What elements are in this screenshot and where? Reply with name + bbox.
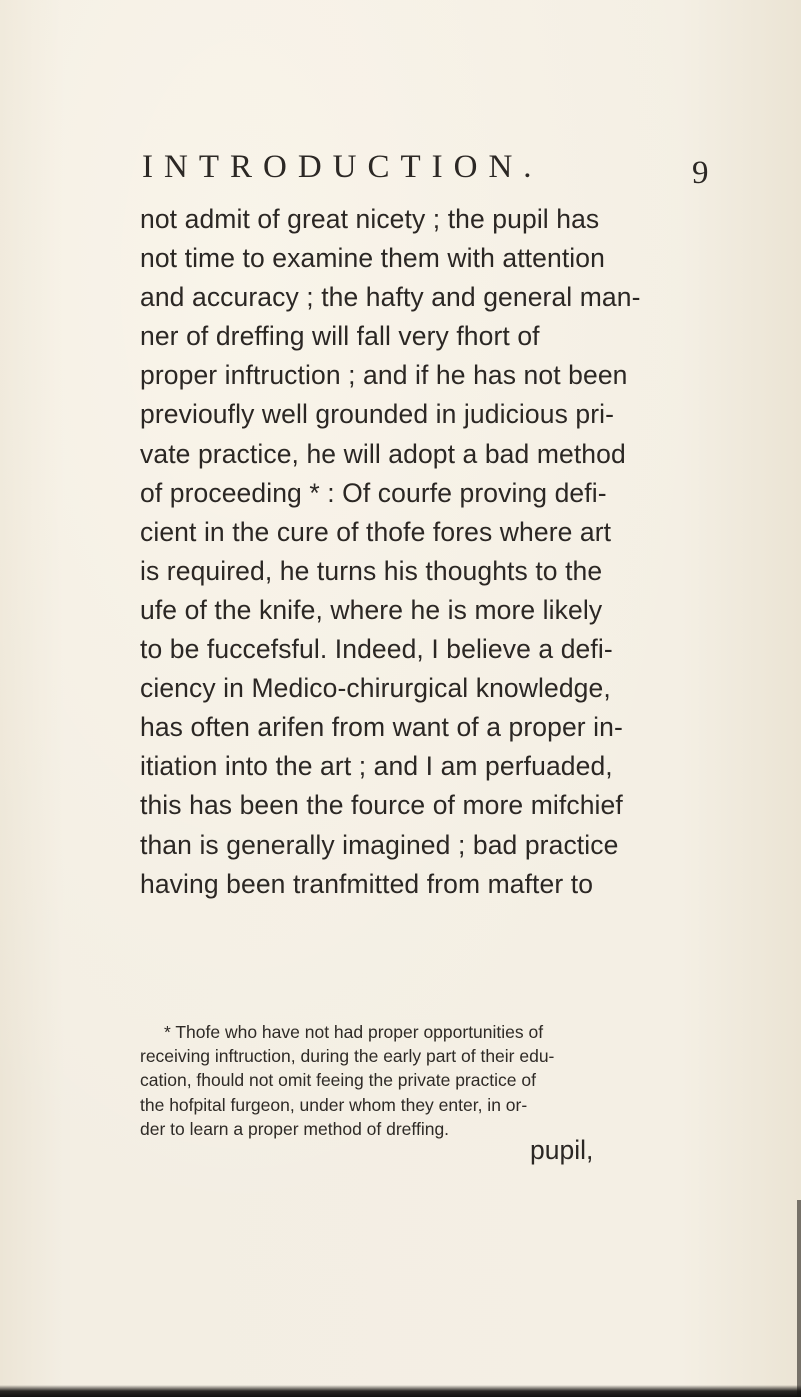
text-line: this has been the fource of more mifchief <box>140 790 623 821</box>
page-bottom-edge <box>0 1385 801 1397</box>
catchword: pupil, <box>530 1135 594 1165</box>
text-line: is required, he turns his thoughts to the <box>140 555 603 586</box>
text-line: than is generally imagined ; bad practice <box>140 829 619 860</box>
page-number: 9 <box>692 155 709 191</box>
text-line: to be fuccefsful. Indeed, I believe a defi- <box>140 634 613 665</box>
footnote-line: cation, fhould not omit feeing the private practice of <box>140 1070 536 1091</box>
text-line: and accuracy ; the hafty and general man- <box>140 282 641 313</box>
text-line: having been tranfmitted from mafter to <box>140 868 594 899</box>
text-line: ciency in Medico-chirurgical knowledge, <box>140 673 611 704</box>
footnote-line: receiving inftruction, during the early part of their edu- <box>140 1046 555 1067</box>
text-line: vate practice, he will adopt a bad method <box>140 438 626 469</box>
text-line: ner of dreffing will fall very fhort of <box>140 321 540 352</box>
footnote-line: * Thofe who have not had proper opportunities of <box>164 1022 544 1042</box>
text-line: has often arifen from want of a proper in- <box>140 712 623 743</box>
text-line: not time to examine them with attention <box>140 243 605 274</box>
text-line: previoufly well grounded in judicious pri- <box>140 399 615 430</box>
footnote-line: der to learn a proper method of dreffing. <box>140 1118 450 1139</box>
running-head: INTRODUCTION. <box>142 149 543 185</box>
text-line: not admit of great nicety ; the pupil has <box>140 204 600 234</box>
text-line: of proceeding * : Of courfe proving defi- <box>140 477 607 508</box>
text-line: ufe of the knife, where he is more likely <box>140 594 603 625</box>
footnote <box>140 1020 750 1141</box>
page-header <box>0 147 801 191</box>
text-line: itiation into the art ; and I am perfuaded, <box>140 751 613 782</box>
footnote-line: the hofpital furgeon, under whom they enter, in or- <box>140 1094 528 1115</box>
body-text <box>140 200 750 904</box>
page-edge-shadow <box>797 1200 801 1397</box>
text-line: proper inftruction ; and if he has not been <box>140 360 628 391</box>
text-line: cient in the cure of thofe fores where art <box>140 516 612 547</box>
